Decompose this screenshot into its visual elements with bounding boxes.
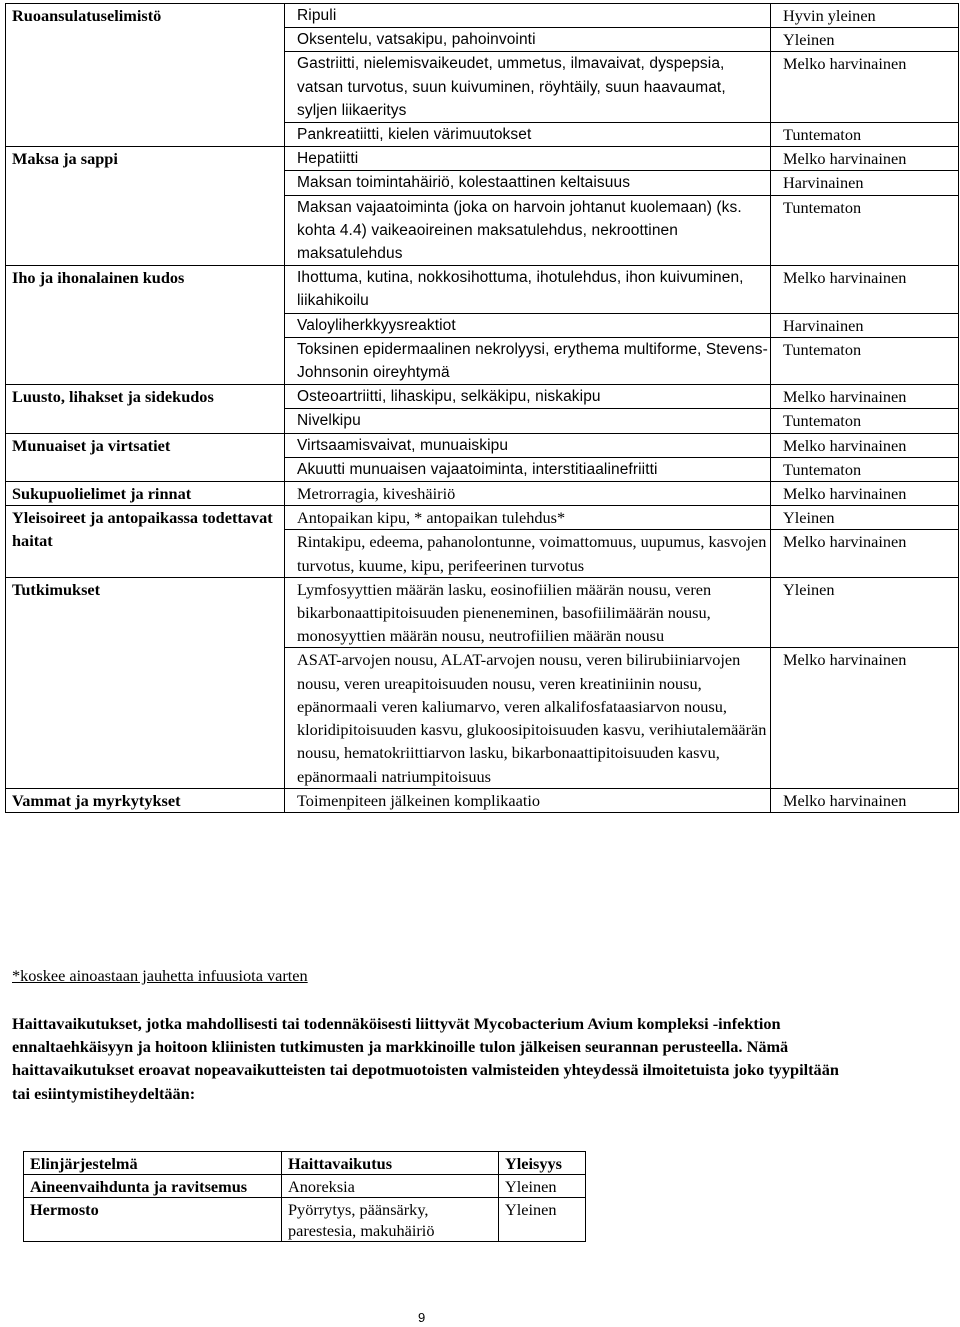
effect-cell: Toimenpiteen jälkeinen komplikaatio xyxy=(285,788,771,812)
frequency-cell: Melko harvinainen xyxy=(771,266,959,313)
organ-system-cell: Yleisoireet ja antopaikassa todettavat haitat xyxy=(6,506,285,578)
frequency-cell: Melko harvinainen xyxy=(771,482,959,506)
effect-cell: Osteoartriitti, lihaskipu, selkäkipu, niskakipu xyxy=(285,385,771,409)
effect-cell: Anoreksia xyxy=(282,1175,499,1198)
frequency-cell: Tuntematon xyxy=(771,123,959,147)
effect-cell: Valoyliherkkyysreaktiot xyxy=(285,313,771,337)
effect-cell: Toksinen epidermaalinen nekrolyysi, erythema multiforme, Stevens-Johnsonin oireyhtymä xyxy=(285,337,771,384)
organ-system-cell: Ruoansulatuselimistö xyxy=(6,4,285,147)
table-row xyxy=(6,482,959,506)
effect-cell: Oksentelu, vatsakipu, pahoinvointi xyxy=(285,28,771,52)
organ-system-cell: Hermosto xyxy=(24,1198,282,1242)
frequency-cell: Harvinainen xyxy=(771,313,959,337)
frequency-cell: Harvinainen xyxy=(771,171,959,195)
frequency-cell: Tuntematon xyxy=(771,409,959,433)
frequency-cell: Tuntematon xyxy=(771,457,959,481)
frequency-cell: Hyvin yleinen xyxy=(771,4,959,28)
frequency-cell: Melko harvinainen xyxy=(771,788,959,812)
footnote: *koskee ainoastaan jauhetta infuusiota varten xyxy=(12,966,308,985)
effect-cell: Virtsaamisvaivat, munuaiskipu xyxy=(285,433,771,457)
effect-cell: Antopaikan kipu, * antopaikan tulehdus* xyxy=(285,506,771,530)
organ-system-cell: Sukupuolielimet ja rinnat xyxy=(6,482,285,506)
effect-cell: Maksan vajaatoiminta (joka on harvoin johtanut kuolemaan) (ks. kohta 4.4) vaikeaoireinen maksatulehdus, nekroottinen maksatulehdus xyxy=(285,195,771,266)
column-header: Elinjärjestelmä xyxy=(24,1152,282,1175)
table-row xyxy=(6,506,959,530)
organ-system-cell: Tutkimukset xyxy=(6,577,285,788)
table-row xyxy=(6,577,959,648)
organ-system-cell: Luusto, lihakset ja sidekudos xyxy=(6,385,285,433)
frequency-cell: Melko harvinainen xyxy=(771,385,959,409)
frequency-cell: Yleinen xyxy=(771,506,959,530)
effect-cell: Maksan toimintahäiriö, kolestaattinen keltaisuus xyxy=(285,171,771,195)
effect-cell: Pyörrytys, päänsärky, parestesia, makuhäiriö xyxy=(282,1198,499,1242)
effect-cell: Gastriitti, nielemisvaikeudet, ummetus, ilmavaivat, dyspepsia, vatsan turvotus, suun kuivuminen, röyhtäily, suun haavaumat, syljen liikaeritys xyxy=(285,52,771,123)
effect-cell: Ripuli xyxy=(285,4,771,28)
table-row xyxy=(6,788,959,812)
frequency-cell: Melko harvinainen xyxy=(771,433,959,457)
table-row xyxy=(6,266,959,313)
organ-system-cell: Vammat ja myrkytykset xyxy=(6,788,285,812)
frequency-cell: Yleinen xyxy=(499,1175,586,1198)
frequency-cell: Melko harvinainen xyxy=(771,52,959,123)
adverse-effects-table xyxy=(5,3,959,813)
organ-system-cell: Iho ja ihonalainen kudos xyxy=(6,266,285,385)
table-row xyxy=(24,1175,586,1198)
table-row xyxy=(6,385,959,409)
frequency-cell: Tuntematon xyxy=(771,337,959,384)
column-header: Yleisyys xyxy=(499,1152,586,1175)
frequency-cell: Yleinen xyxy=(771,28,959,52)
effect-cell: Metrorragia, kiveshäiriö xyxy=(285,482,771,506)
table-header-row xyxy=(24,1152,586,1175)
frequency-cell: Melko harvinainen xyxy=(771,530,959,577)
effect-cell: Nivelkipu xyxy=(285,409,771,433)
table-row xyxy=(6,147,959,171)
table-row xyxy=(6,4,959,28)
page-number: 9 xyxy=(418,1310,426,1325)
organ-system-cell: Aineenvaihdunta ja ravitsemus xyxy=(24,1175,282,1198)
mac-adverse-effects-table xyxy=(23,1151,586,1242)
frequency-cell: Yleinen xyxy=(499,1198,586,1242)
effect-cell: Pankreatiitti, kielen värimuutokset xyxy=(285,123,771,147)
effect-cell: ASAT-arvojen nousu, ALAT-arvojen nousu, veren bilirubiiniarvojen nousu, veren ureapitoisuuden nousu, veren kreatiniinin nousu, epänormaali veren kaliumarvo, veren alkalifosfataasiarvon nousu, kloridipitoisuuden kasvu, glukoosipitoisuuden kasvu, verihiutalemäärän nousu, hematokriittiarvon lasku, bikarbonaattipitoisuuden kasvu, epänormaali natriumpitoisuus xyxy=(285,648,771,788)
table-row xyxy=(24,1198,586,1242)
column-header: Haittavaikutus xyxy=(282,1152,499,1175)
effect-cell: Hepatiitti xyxy=(285,147,771,171)
effect-cell: Akuutti munuaisen vajaatoiminta, interstitiaalinefriitti xyxy=(285,457,771,481)
intro-paragraph: Haittavaikutukset, jotka mahdollisesti tai todennäköisesti liittyvät Mycobacterium Avium kompleksi -infektion ennaltaehkäisyyn ja hoitoon kliinisten tutkimusten ja markkinoille tulon jälkeisen seurannan perusteella. Nämä haittavaikutukset eroavat nopeavaikutteisten tai depotmuotoisten valmisteiden yhteydessä ilmoitetuista joko tyypiltään tai esiintymistiheydeltään: xyxy=(12,1014,839,1103)
organ-system-cell: Munuaiset ja virtsatiet xyxy=(6,433,285,481)
table-row xyxy=(6,433,959,457)
frequency-cell: Melko harvinainen xyxy=(771,648,959,788)
effect-cell: Rintakipu, edeema, pahanolontunne, voimattomuus, uupumus, kasvojen turvotus, kuume, kipu, perifeerinen turvotus xyxy=(285,530,771,577)
organ-system-cell: Maksa ja sappi xyxy=(6,147,285,266)
frequency-cell: Melko harvinainen xyxy=(771,147,959,171)
effect-cell: Lymfosyyttien määrän lasku, eosinofiilien määrän nousu, veren bikarbonaattipitoisuuden pieneneminen, basofiilimäärän nousu, monosyyttien määrän nousu, neutrofiilien määrän nousu xyxy=(285,577,771,648)
frequency-cell: Tuntematon xyxy=(771,195,959,266)
frequency-cell: Yleinen xyxy=(771,577,959,648)
effect-cell: Ihottuma, kutina, nokkosihottuma, ihotulehdus, ihon kuivuminen, liikahikoilu xyxy=(285,266,771,313)
